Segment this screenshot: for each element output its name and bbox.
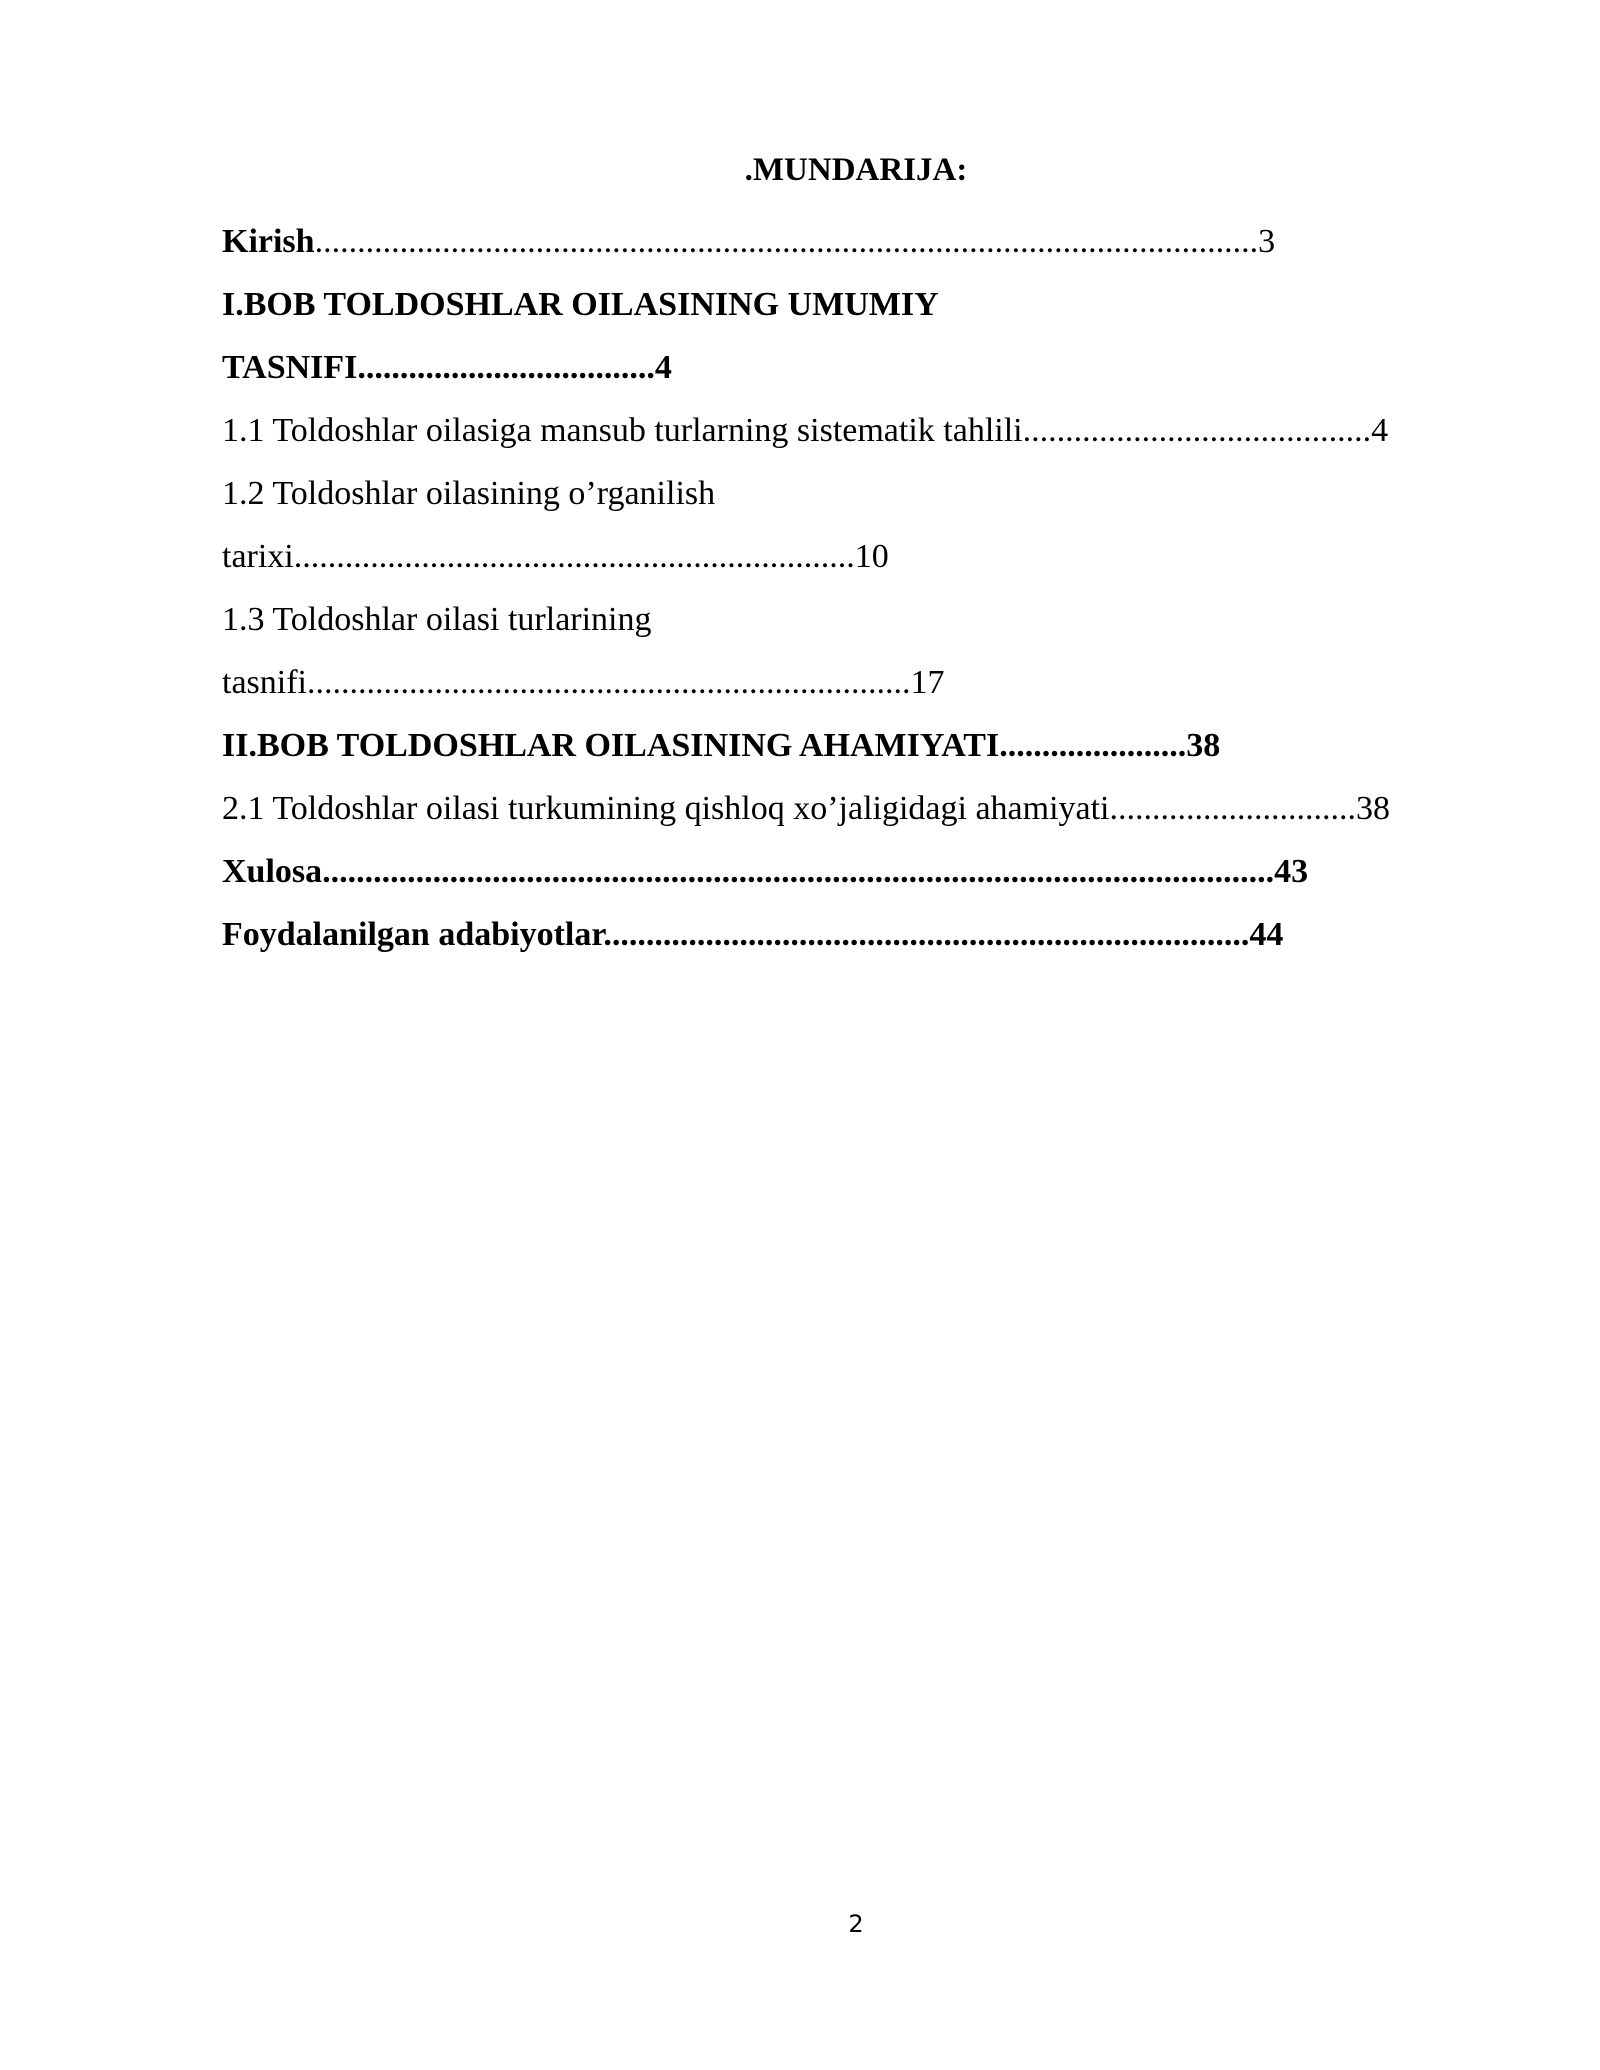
toc-entry-label: 2.1 Toldoshlar oilasi turkumining qishloq xo’jaligidagi ahamiyati (222, 790, 1110, 827)
toc-leader-dots: ............................................................................ (603, 916, 1250, 953)
toc-entry-label: 1.3 Toldoshlar oilasi turlarining (222, 601, 652, 638)
toc-page-number: 44 (1249, 916, 1284, 953)
toc-entry-chapter-2[interactable] (222, 714, 1522, 777)
toc-entry-references[interactable] (222, 903, 1522, 966)
table-of-contents (222, 210, 1522, 966)
toc-entry-section-1-3-line-2[interactable] (222, 651, 1522, 714)
toc-leader-dots: ............................. (1109, 790, 1357, 827)
toc-leader-dots: ................................... (357, 349, 655, 386)
toc-leader-dots: ................................................................................................................ (322, 853, 1275, 890)
toc-page-number: 43 (1274, 853, 1309, 890)
toc-entry-chapter-1-line-2[interactable] (222, 336, 1522, 399)
page-number: 2 (848, 1910, 864, 1938)
toc-leader-dots: ......................................... (1022, 412, 1372, 449)
toc-leader-dots: ....................................................................... (306, 664, 911, 701)
toc-page-number: 4 (1371, 412, 1389, 449)
toc-title: .MUNDARIJA: (744, 152, 968, 188)
toc-leader-dots: ...................... (999, 727, 1187, 764)
toc-entry-label: Foydalanilgan adabiyotlar (222, 916, 604, 953)
toc-leader-dots: .................................................................. (293, 538, 855, 575)
toc-entry-label: I.BOB TOLDOSHLAR OILASINING UMUMIY (222, 286, 939, 323)
toc-entry-kirish[interactable] (222, 210, 1522, 273)
toc-entry-section-1-1[interactable] (222, 399, 1522, 462)
toc-entry-label: 1.1 Toldoshlar oilasiga mansub turlarning sistematik tahlili (222, 412, 1023, 449)
toc-page-number: 3 (1258, 223, 1276, 260)
toc-entry-section-1-2-line-1[interactable] (222, 462, 1522, 525)
toc-entry-label: Kirish (222, 223, 315, 260)
toc-entry-section-2-1[interactable] (222, 777, 1522, 840)
toc-entry-label: Xulosa (222, 853, 323, 890)
toc-page-number: 4 (654, 349, 672, 386)
toc-page-number: 17 (910, 664, 945, 701)
toc-entry-chapter-1-line-1[interactable] (222, 273, 1522, 336)
toc-entry-xulosa[interactable] (222, 840, 1522, 903)
toc-entry-label: II.BOB TOLDOSHLAR OILASINING AHAMIYATI (222, 727, 1000, 764)
toc-entry-section-1-2-line-2[interactable] (222, 525, 1522, 588)
toc-entry-label: tasnifi (222, 664, 307, 701)
toc-page-number: 10 (854, 538, 889, 575)
toc-leader-dots: ............................................................................................................... (314, 223, 1259, 260)
toc-entry-label: tarixi (222, 538, 294, 575)
toc-page-number: 38 (1356, 790, 1391, 827)
toc-entry-section-1-3-line-1[interactable] (222, 588, 1522, 651)
toc-entry-label: 1.2 Toldoshlar oilasining o’rganilish (222, 475, 716, 512)
toc-entry-label: TASNIFI (222, 349, 358, 386)
toc-page-number: 38 (1186, 727, 1221, 764)
